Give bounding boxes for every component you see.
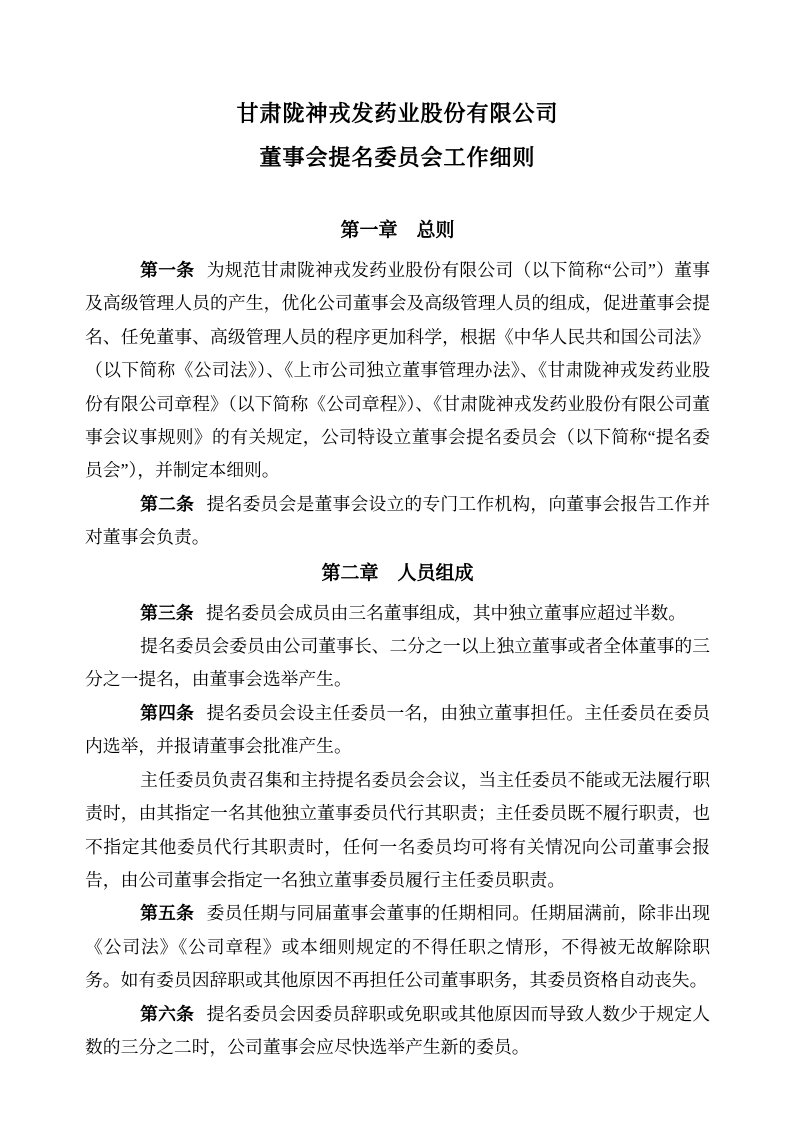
- document-title: 甘肃陇神戎发药业股份有限公司: [236, 101, 559, 126]
- article-4-continuation-text: 主任委员负责召集和主持提名委员会会议，当主任委员不能或无法履行职责时，由其指定一名其他独立董事委员代行其职责；主任委员既不履行职责，也不指定其他委员代行其职责时，任何一名委员均可将有关情况向公司董事会报告，由公司董事会指定一名独立董事委员履行主任委员职责。: [85, 769, 710, 890]
- article-4-number: 第四条: [140, 702, 195, 723]
- article-5-text: 委员任期与同届董事会董事的任期相同。任期届满前，除非出现《公司法》《公司章程》或本细则规定的不得任职之情形，不得被无故解除职务。如有委员因辞职或其他原因不再担任公司董事职务，其委员资格自动丧失。: [85, 903, 710, 991]
- article-5-paragraph: [85, 897, 710, 997]
- article-1-text: 为规范甘肃陇神戎发药业股份有限公司（以下简称“公司”）董事及高级管理人员的产生，优化公司董事会及高级管理人员的组成，促进董事会提名、任免董事、高级管理人员的程序更加科学，根据《中华人民共和国公司法》（以下简称《公司法》）、《上市公司独立董事管理办法》、《甘肃陇神戎发药业股份有限公司章程》（以下简称《公司章程》）、《甘肃陇神戎发药业股份有限公司董事会议事规则》的有关规定，公司特设立董事会提名委员会（以下简称“提名委员会”），并制定本细则。: [85, 260, 710, 481]
- article-3-paragraph: [85, 597, 710, 630]
- chapter-1-heading: 第一章 总则: [340, 220, 455, 241]
- article-4-continuation-paragraph: [85, 764, 710, 898]
- article-3-continuation-paragraph: [85, 630, 710, 697]
- article-3-continuation-text: 提名委员会委员由公司董事长、二分之一以上独立董事或者全体董事的三分之一提名，由董事会选举产生。: [85, 636, 710, 690]
- article-1-paragraph: [85, 254, 710, 488]
- article-2-number: 第二条: [140, 493, 195, 514]
- article-3-number: 第三条: [140, 602, 194, 623]
- article-4-text: 提名委员会设主任委员一名，由独立董事担任。主任委员在委员内选举，并报请董事会批准产生。: [85, 702, 710, 757]
- article-6-number: 第六条: [140, 1003, 195, 1024]
- article-2-text: 提名委员会是董事会设立的专门工作机构，向董事会报告工作并对董事会负责。: [85, 493, 710, 548]
- article-5-number: 第五条: [140, 903, 195, 924]
- article-2-paragraph: [85, 488, 710, 555]
- article-6-text: 提名委员会因委员辞职或免职或其他原因而导致人数少于规定人数的三分之二时，公司董事会应尽快选举产生新的委员。: [85, 1003, 710, 1057]
- document-subtitle: 董事会提名委员会工作细则: [259, 145, 536, 170]
- article-3-text: 提名委员会成员由三名董事组成，其中独立董事应超过半数。: [205, 602, 687, 623]
- article-6-paragraph: [85, 998, 710, 1065]
- chapter-2-heading: 第二章 人员组成: [321, 562, 474, 584]
- article-4-paragraph: [85, 697, 710, 764]
- article-1-number: 第一条: [140, 260, 195, 280]
